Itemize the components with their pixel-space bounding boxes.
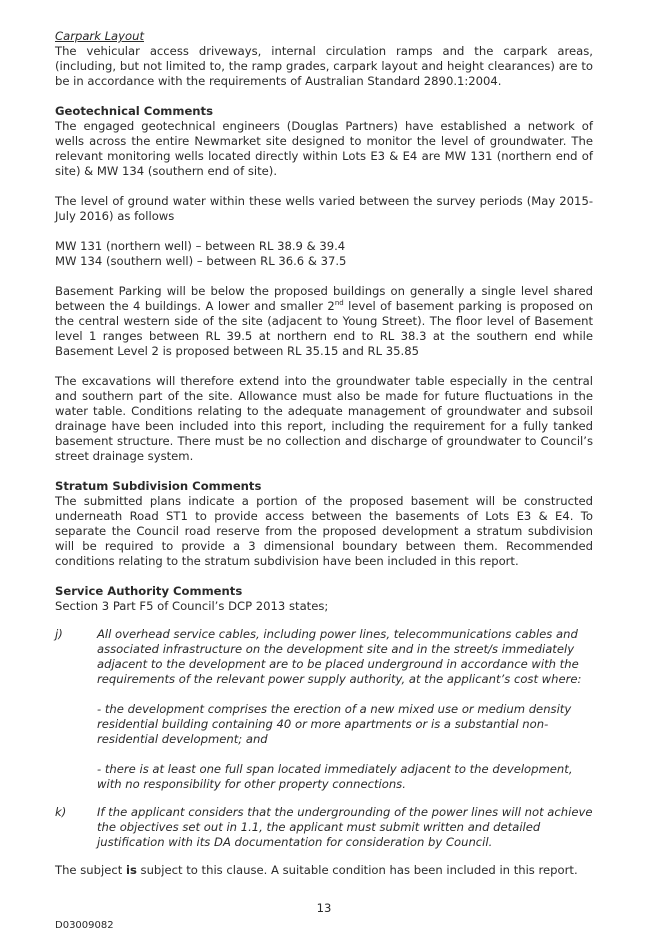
clause-k-text: If the applicant considers that the undergrounding of the power lines will not achieve the objectives set out in 1.1, the applicant must submit written and detailed justification with its DA documentation for consideration by Council.: [97, 805, 593, 849]
section-service-authority: [55, 584, 593, 878]
clause-j: [55, 627, 593, 792]
document-reference: D03009082: [55, 920, 114, 931]
clause-j-body: [97, 627, 593, 792]
monitoring-well-north: MW 131 (northern well) – between RL 38.9 & 39.4: [55, 239, 346, 253]
carpark-heading: Carpark Layout: [55, 29, 145, 43]
ordinal-superscript: nd: [334, 299, 344, 308]
page-number: 13: [316, 901, 332, 915]
geotechnical-paragraph-2: The level of ground water within these wells varied between the survey periods (May 2015-July 2016) as follows: [55, 194, 593, 223]
monitoring-well-south: MW 134 (southern well) – between RL 36.6 & 37.5: [55, 254, 347, 268]
service-intro: Section 3 Part F5 of Council’s DCP 2013 states;: [55, 599, 329, 613]
section-geotechnical: [55, 104, 593, 464]
excavation-paragraph: The excavations will therefore extend into the groundwater table especially in the central and southern part of the site. Allowance must also be made for future fluctuations in the water table. Conditions relating to the adequate management of groundwater and subsoil drainage have been included into this report, including the requirement for a fully tanked basement structure. There must be no collection and discharge of groundwater to Council’s street drainage system.: [55, 374, 593, 463]
document-page: [55, 29, 593, 878]
clause-k-body: [97, 805, 593, 850]
conclusion-text-b: subject to this clause. A suitable condition has been included in this report.: [136, 863, 578, 877]
section-carpark: [55, 29, 593, 89]
basement-text-a: Basement Parking will be below the proposed buildings on generally a single level shared between the 4 buildings. A lower and smaller 2: [55, 284, 593, 313]
service-conclusion: [55, 863, 593, 878]
clause-j-text: All overhead service cables, including power lines, telecommunications cables and associated infrastructure on the development site and in the street/s immediately adjacent to the development are to be placed underground in accordance with the requirements of the relevant power supply authority, at the applicant’s cost where:: [97, 627, 582, 686]
clause-j-sub-1: - the development comprises the erection of a new mixed use or medium density residential building containing 40 or more apartments or is a substantial non-residential development; and: [97, 702, 572, 746]
basement-text-b: level of basement parking is proposed on the central western side of the site (adjacent to Young Street). The floor level of Basement level 1 ranges between RL 39.5 at northern end to RL 38.3 at the southern end while Basement Level 2 is proposed between RL 35.15 and RL 35.85: [55, 299, 593, 358]
section-stratum: [55, 479, 593, 569]
stratum-paragraph: The submitted plans indicate a portion of the proposed basement will be constructed underneath Road ST1 to provide access between the basements of Lots E3 & E4. To separate the Council road reserve from the proposed development a stratum subdivision will be required to provide a 3 dimensional boundary between them. Recommended conditions relating to the stratum subdivision have been included in this report.: [55, 494, 593, 568]
geotechnical-paragraph-1: The engaged geotechnical engineers (Douglas Partners) have established a network of wells across the entire Newmarket site designed to monitor the level of groundwater. The relevant monitoring wells located directly within Lots E3 & E4 are MW 131 (northern end of site) & MW 134 (southern end of site).: [55, 119, 593, 178]
clause-j-sub-2: - there is at least one full span located immediately adjacent to the development, with no responsibility for other property connections.: [97, 762, 573, 791]
conclusion-text-a: The subject: [55, 863, 126, 877]
clause-k-label: k): [55, 805, 67, 819]
service-heading: Service Authority Comments: [55, 584, 243, 598]
basement-parking-paragraph: [55, 284, 593, 359]
carpark-paragraph: The vehicular access driveways, internal circulation ramps and the carpark areas, (including, but not limited to, the ramp grades, carpark layout and height clearances) are to be in accordance with the requirements of Australian Standard 2890.1:2004.: [55, 44, 593, 88]
conclusion-bold: is: [125, 863, 137, 877]
stratum-heading: Stratum Subdivision Comments: [55, 479, 262, 493]
geotechnical-heading: Geotechnical Comments: [55, 104, 214, 118]
clause-j-label: j): [55, 627, 63, 641]
clause-k: [55, 805, 593, 850]
